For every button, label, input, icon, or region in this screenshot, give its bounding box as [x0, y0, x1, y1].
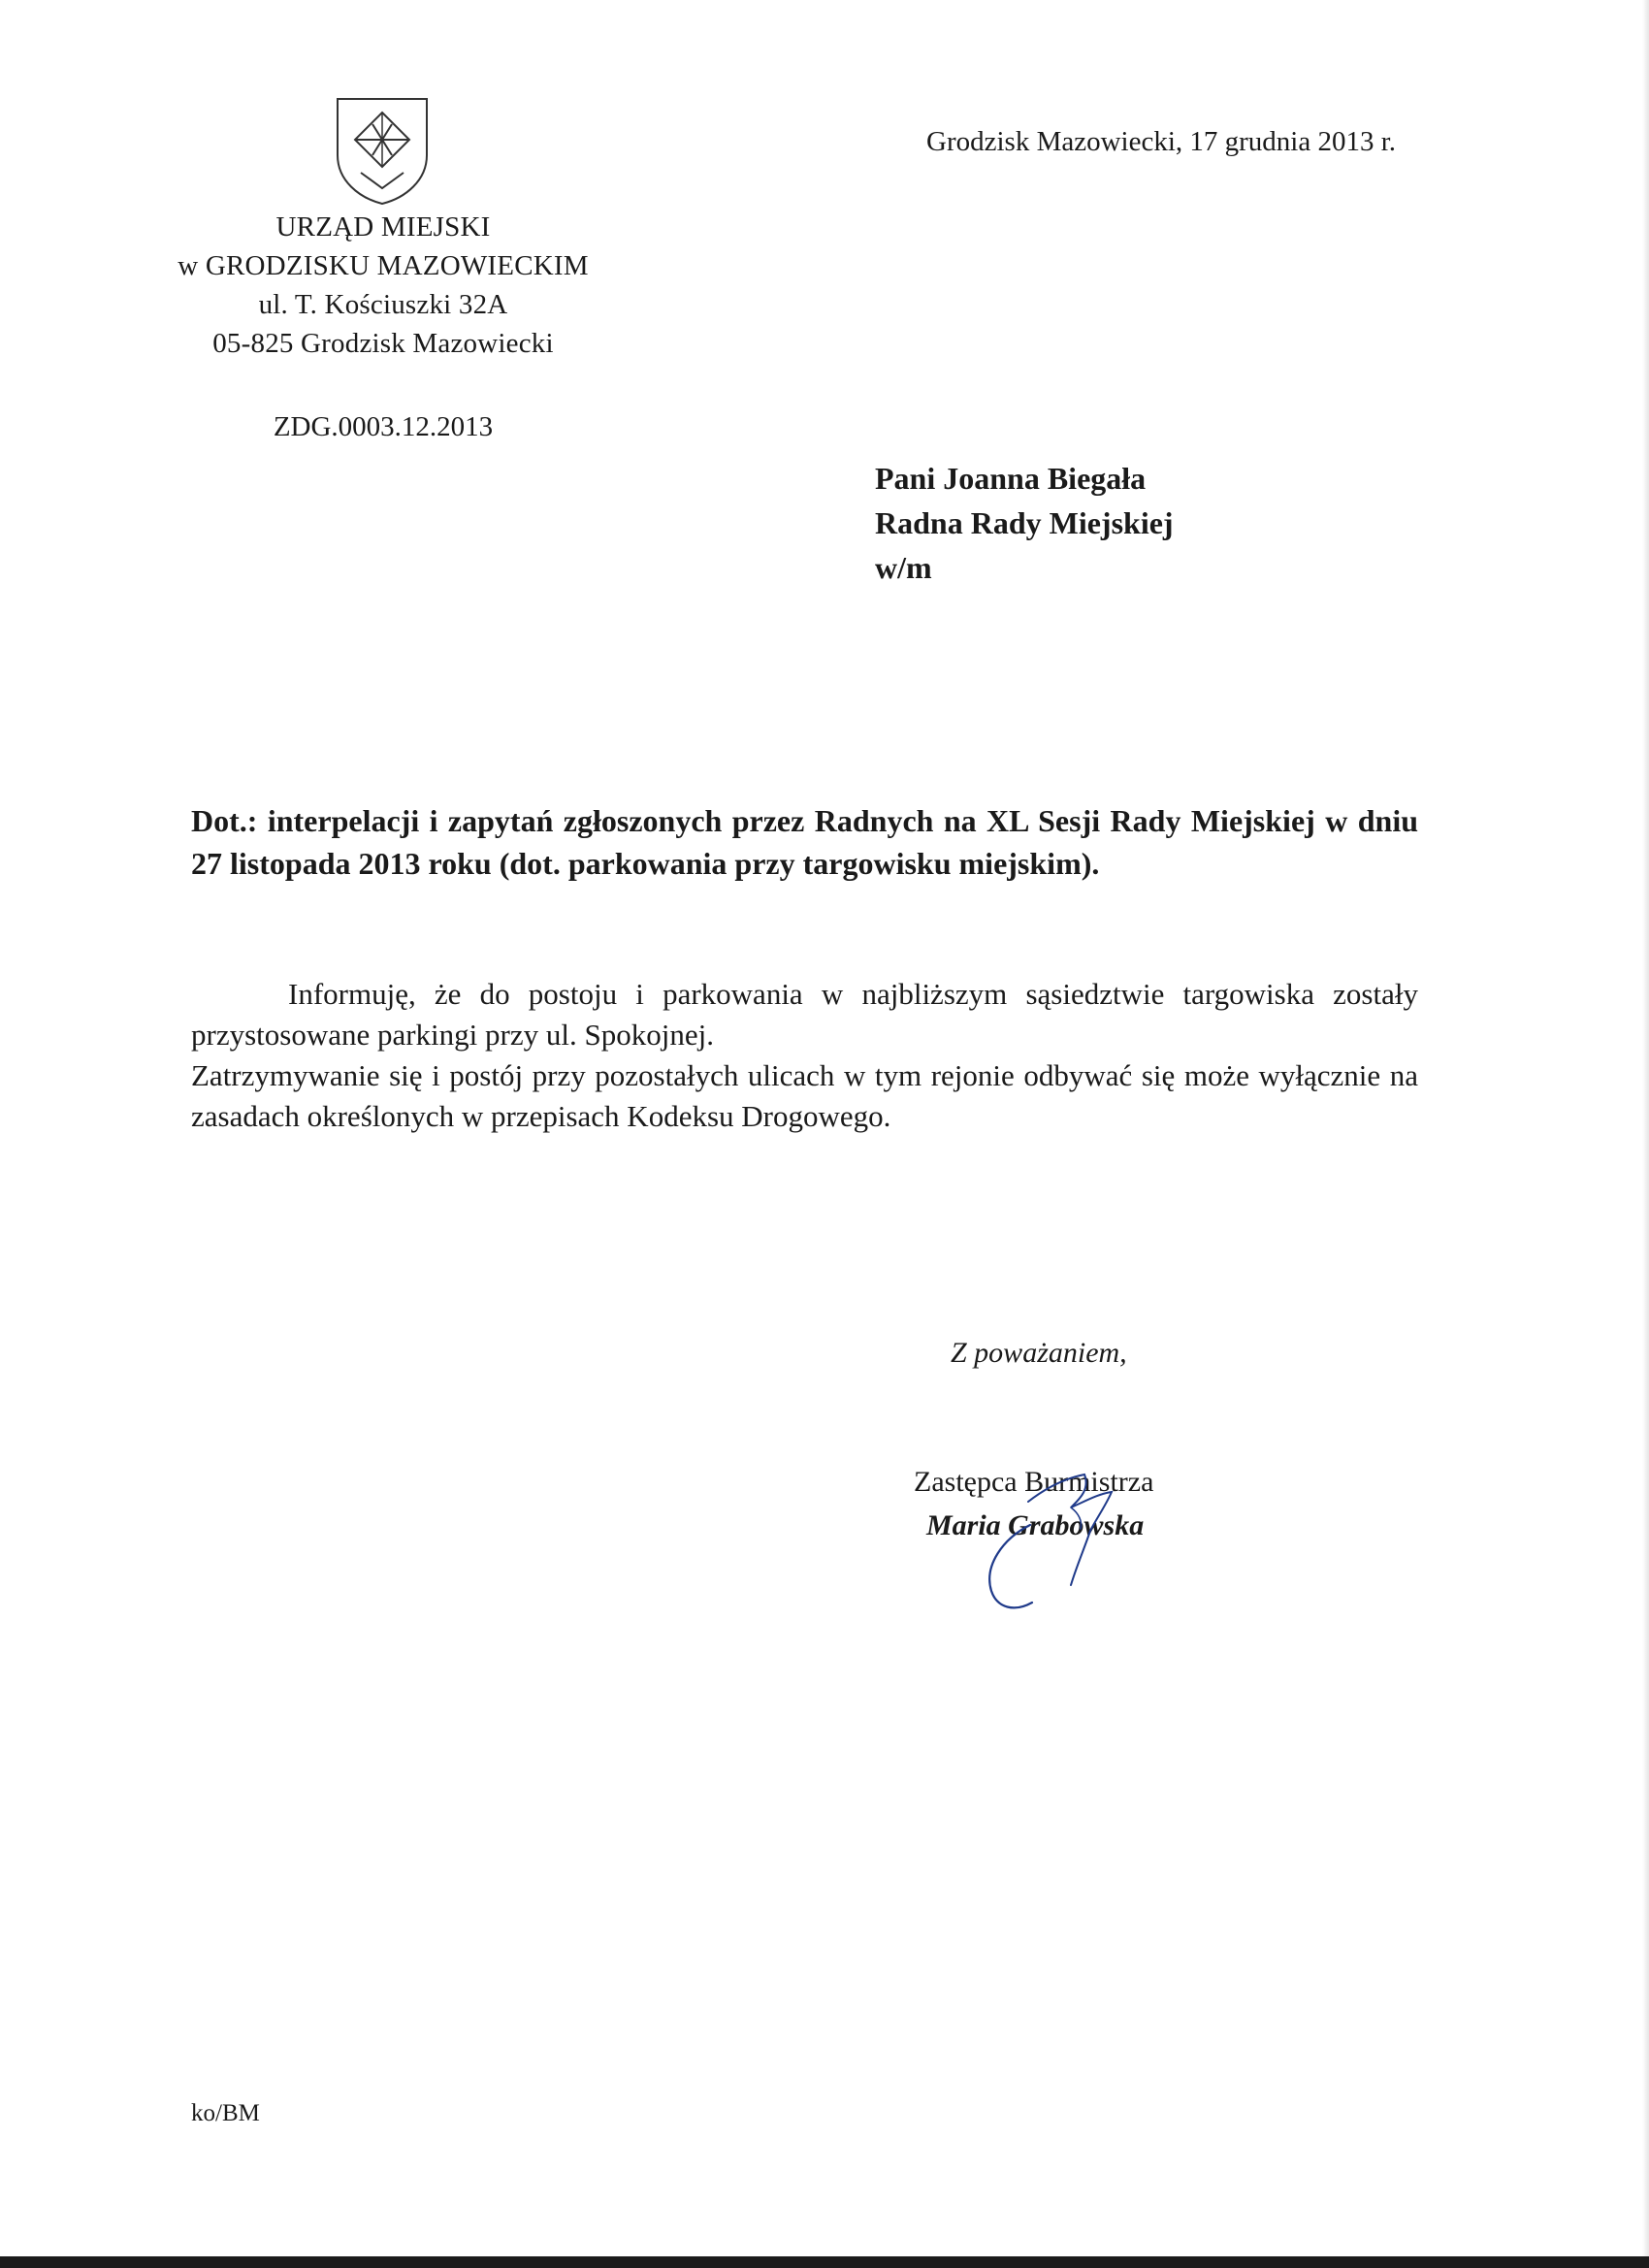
scan-edge-right	[1642, 0, 1649, 2268]
subject-line: Dot.: interpelacji i zapytań zgłoszonych przez Radnych na XL Sesji Rady Miejskiej w dniu 27 listopada 2013 roku (dot. parkowania przy targowisku miejskim).	[191, 803, 1418, 881]
recipient-location: w/m	[875, 550, 932, 585]
sender-address	[146, 208, 621, 363]
handwritten-signature-icon	[970, 1445, 1164, 1620]
sender-line: w GRODZISKU MAZOWIECKIM	[178, 250, 589, 281]
recipient-name: Pani Joanna Biegała	[875, 461, 1147, 496]
footer-code: ko/BM	[191, 2100, 260, 2126]
date-line: Grodzisk Mazowiecki, 17 grudnia 2013 r.	[926, 126, 1397, 157]
signatory-name: Maria Grabowska	[926, 1509, 1145, 1541]
recipient-title: Radna Rady Miejskiej	[875, 505, 1174, 540]
scan-edge-bottom	[0, 2256, 1649, 2268]
reference-number: ZDG.0003.12.2013	[273, 411, 494, 442]
closing-salutation: Z poważaniem,	[951, 1337, 1127, 1369]
letter-body	[191, 974, 1418, 1137]
signatory-role: Zastępca Burmistrza	[914, 1466, 1154, 1498]
body-paragraph: Zatrzymywanie się i postój przy pozostałych ulicach w tym rejonie odbywać się może wyłącznie na zasadach określonych w przepisach Kodeksu Drogowego.	[191, 1058, 1418, 1133]
body-paragraph: Informuję, że do postoju i parkowania w najbliższym sąsiedztwie targowiska zostały przystosowane parkingi przy ul. Spokojnej.	[191, 977, 1418, 1052]
coat-of-arms-icon	[334, 95, 431, 208]
sender-line: ul. T. Kościuszki 32A	[258, 289, 508, 320]
sender-line: 05-825 Grodzisk Mazowiecki	[212, 328, 554, 359]
recipient-block	[875, 456, 1174, 590]
sender-line: URZĄD MIEJSKI	[275, 211, 491, 243]
